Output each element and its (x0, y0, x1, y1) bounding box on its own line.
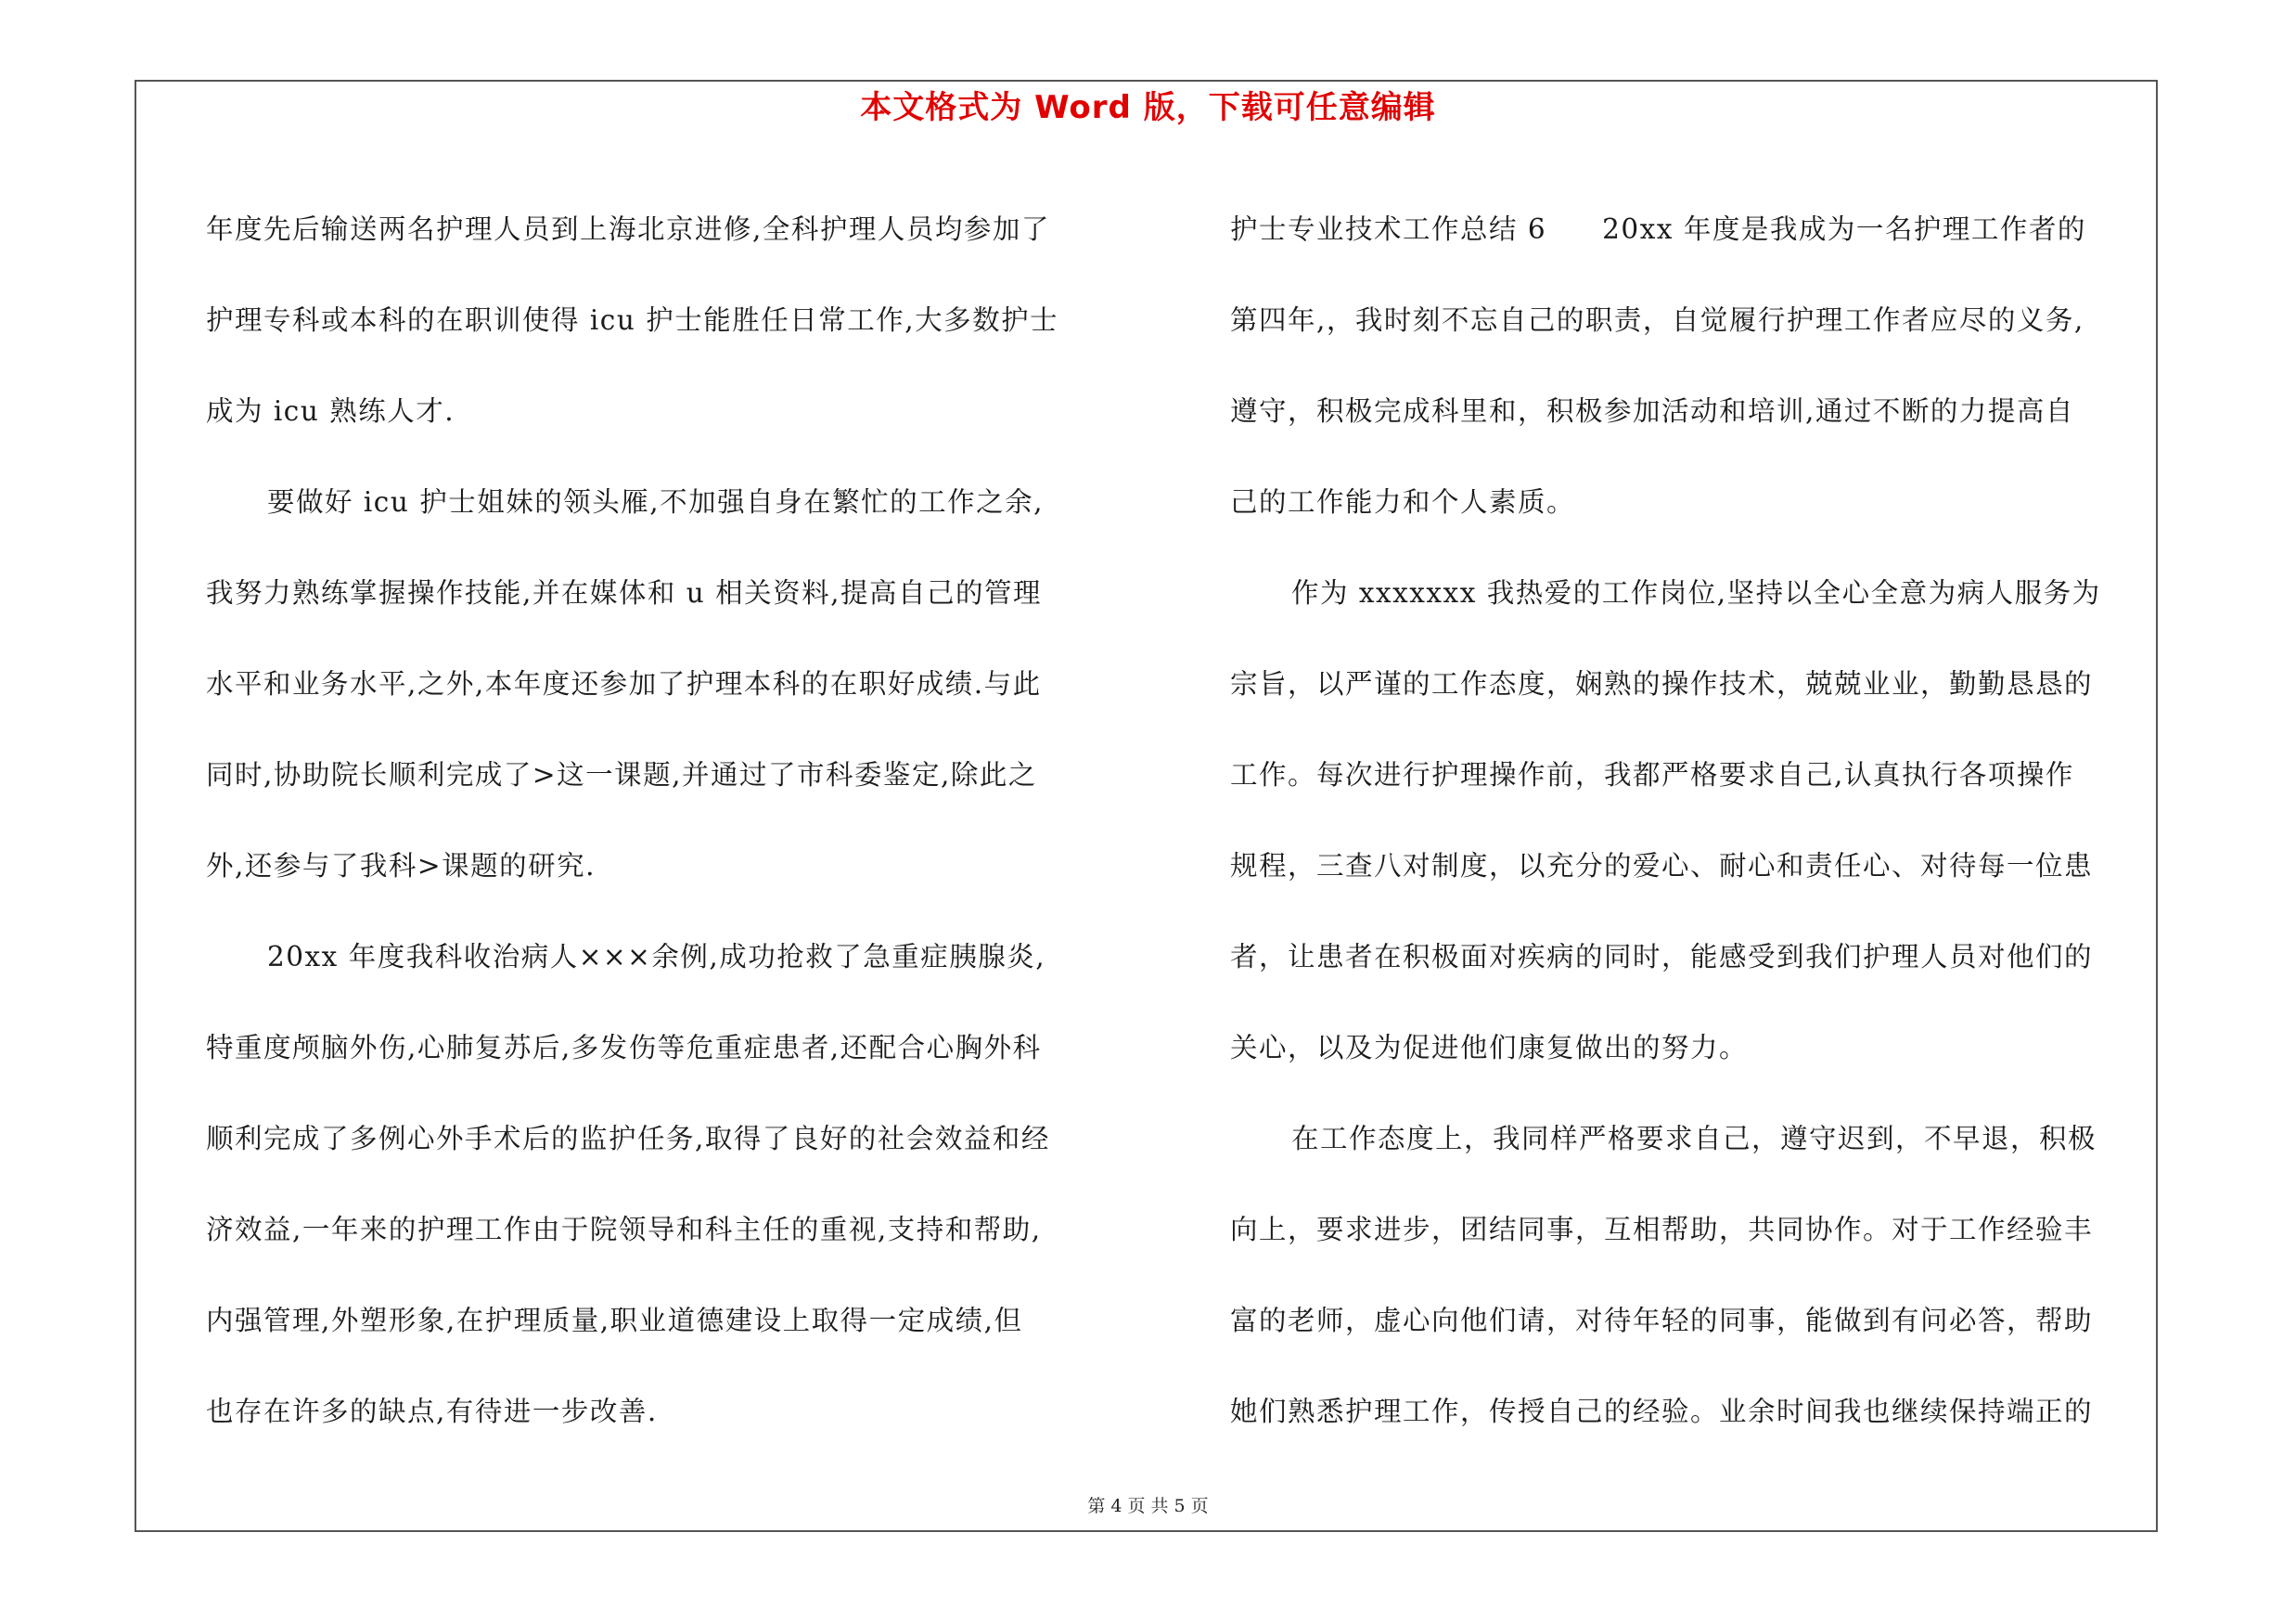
paragraph-first-line: 作为 xxxxxxx 我热爱的工作岗位,坚持以全心全意为病人服务为 (1291, 577, 2101, 609)
text-line: 同时,协助院长顺利完成了>这一课题,并通过了市科委鉴定,除此之 (206, 759, 1037, 791)
page-number: 第 4 页 共 5 页 (1087, 1496, 1209, 1516)
paragraph-first-line: 在工作态度上，我同样严格要求自己，遵守迟到，不早退，积极 (1291, 1123, 2097, 1154)
text-line: 济效益,一年来的护理工作由于院领导和科主任的重视,支持和帮助, (206, 1214, 1042, 1245)
text-line: 规程，三查八对制度，以充分的爱心、耐心和责任心、对待每一位患 (1230, 850, 2094, 882)
section-title: 护士专业技术工作总结 6 (1230, 213, 1547, 245)
right-text-column (1230, 184, 2161, 1457)
text-line: 遵守，积极完成科里和，积极参加活动和培训,通过不断的力提高自 (1230, 395, 2074, 427)
text-line: 年度先后输送两名护理人员到上海北京进修,全科护理人员均参加了 (206, 213, 1050, 245)
text-line: 她们熟悉护理工作，传授自己的经验。业余时间我也继续保持端正的 (1230, 1396, 2094, 1427)
paragraph-first-line: 要做好 icu 护士姐妹的领头雁,不加强自身在繁忙的工作之余, (267, 486, 1044, 518)
text-line: 者，让患者在积极面对疾病的同时，能感受到我们护理人员对他们的 (1230, 941, 2094, 973)
text-line: 特重度颅脑外伤,心肺复苏后,多发伤等危重症患者,还配合心胸外科 (206, 1032, 1042, 1063)
paragraph-first-line: 20xx 年度我科收治病人×××余例,成功抢救了急重症胰腺炎, (267, 941, 1046, 973)
text-line: 内强管理,外塑形象,在护理质量,职业道德建设上取得一定成绩,但 (206, 1305, 1023, 1336)
text-line: 富的老师，虚心向他们请，对待年轻的同事，能做到有问必答，帮助 (1230, 1305, 2094, 1336)
section-opening-text: 20xx 年度是我成为一名护理工作者的 (1602, 213, 2086, 245)
text-line: 也存在许多的缺点,有待进一步改善. (206, 1396, 658, 1427)
text-line: 向上，要求进步，团结同事，互相帮助，共同协作。对于工作经验丰 (1230, 1214, 2094, 1245)
left-text-column (206, 184, 1135, 1457)
text-line: 水平和业务水平,之外,本年度还参加了护理本科的在职好成绩.与此 (206, 668, 1042, 700)
text-line: 护理专科或本科的在职训使得 icu 护士能胜任日常工作,大多数护士 (206, 304, 1059, 336)
text-line: 外,还参与了我科>课题的研究. (206, 850, 596, 882)
text-line: 我努力熟练掌握操作技能,并在媒体和 u 相关资料,提高自己的管理 (206, 577, 1043, 609)
section-first-line (1230, 184, 2161, 275)
text-line: 工作。每次进行护理操作前，我都严格要求自己,认真执行各项操作 (1230, 759, 2074, 791)
text-line: 第四年,，我时刻不忘自己的职责，自觉履行护理工作者应尽的义务, (1230, 304, 2084, 336)
text-line: 关心，以及为促进他们康复做出的努力。 (1230, 1032, 1749, 1063)
text-line: 顺利完成了多例心外手术后的监护任务,取得了良好的社会效益和经 (206, 1123, 1050, 1154)
text-line: 成为 icu 熟练人才. (206, 395, 455, 427)
document-header: 本文格式为 Word 版，下载可任意编辑 (860, 89, 1436, 126)
text-line: 宗旨，以严谨的工作态度，娴熟的操作技术，兢兢业业，勤勤恳恳的 (1230, 668, 2094, 700)
text-line: 己的工作能力和个人素质。 (1230, 486, 1576, 518)
